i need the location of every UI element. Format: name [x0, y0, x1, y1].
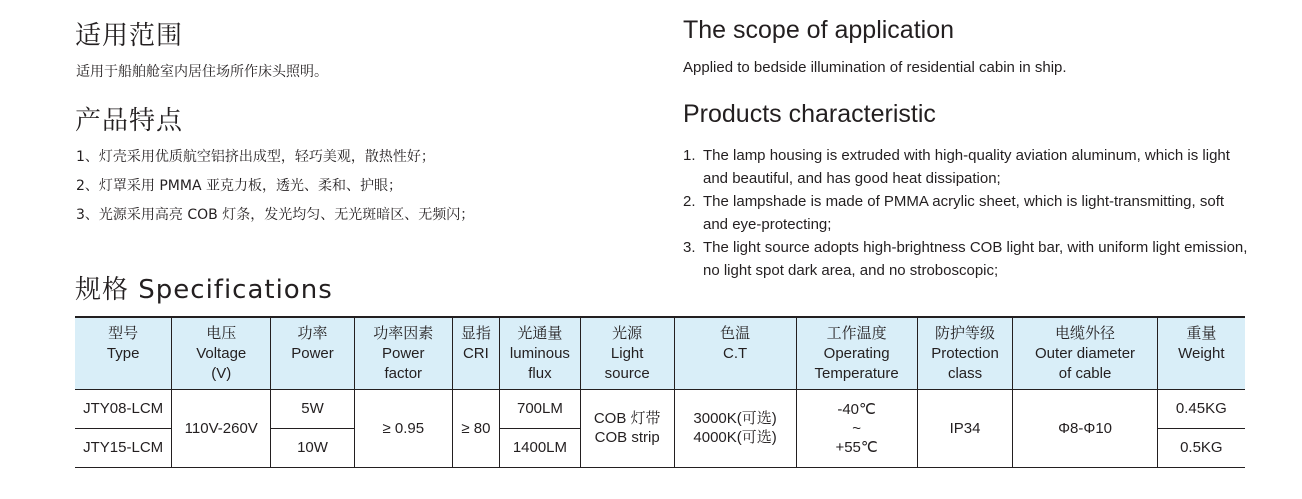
scope-text-cn: 适用于船舶舱室内居住场所作床头照明。: [76, 64, 328, 80]
cell-weight: 0.45KG: [1157, 389, 1245, 428]
cell-voltage: 110V-260V: [172, 389, 271, 467]
col-header-cri: 显指 CRI: [452, 317, 499, 389]
cell-cable: Φ8-Φ10: [1013, 389, 1157, 467]
cell-power-factor: ≥ 0.95: [354, 389, 452, 467]
col-header-voltage: 电压 Voltage (V): [172, 317, 271, 389]
features-list-cn: [76, 143, 474, 230]
col-header-temperature: 工作温度 Operating Temperature: [796, 317, 917, 389]
scope-title-cn: 适用范围: [75, 21, 184, 51]
feature-item-cn: 1、灯壳采用优质航空铝挤出成型，轻巧美观，散热性好；: [76, 149, 435, 165]
col-header-type: 型号 Type: [75, 317, 172, 389]
scope-text-en: Applied to bedside illumination of residential cabin in ship.: [683, 59, 1067, 76]
col-header-power: 功率 Power: [271, 317, 355, 389]
cell-ct: 3000K(可选) 4000K(可选): [674, 389, 796, 467]
features-title-en: Products characteristic: [683, 100, 936, 128]
feature-item-en: 1. The lamp housing is extruded with high-quality aviation aluminum, which is light and beautiful, and has good heat dissipation;: [683, 147, 1230, 187]
col-header-cable: 电缆外径 Outer diameter of cable: [1013, 317, 1157, 389]
feature-item-cn: 3、光源采用高亮 COB 灯条，发光均匀、无光斑暗区、无频闪；: [76, 207, 475, 223]
features-title-cn: 产品特点: [75, 106, 184, 136]
col-header-flux: 光通量 luminous flux: [500, 317, 581, 389]
col-header-light-source: 光源 Light source: [580, 317, 674, 389]
cell-type: JTY08-LCM: [75, 389, 172, 428]
col-header-protection: 防护等级 Protection class: [917, 317, 1013, 389]
table-row: [75, 389, 1245, 428]
cell-flux: 700LM: [500, 389, 581, 428]
feature-item-cn: 2、灯罩采用 PMMA 亚克力板，透光、柔和、护眼；: [76, 178, 402, 194]
feature-item-en: 2. The lampshade is made of PMMA acrylic sheet, which is light-transmitting, soft and eye-protecting;: [683, 193, 1225, 233]
cell-flux: 1400LM: [500, 428, 581, 467]
spec-title: 规格 Specifications: [75, 275, 333, 305]
cell-temperature: -40℃ ~ +55℃: [796, 389, 917, 467]
cell-weight: 0.5KG: [1157, 428, 1245, 467]
features-list-en: [683, 144, 1249, 282]
cell-cri: ≥ 80: [452, 389, 499, 467]
col-header-ct: 色温 C.T: [674, 317, 796, 389]
col-header-power-factor: 功率因素 Power factor: [354, 317, 452, 389]
cell-protection: IP34: [917, 389, 1013, 467]
cell-power: 5W: [271, 389, 355, 428]
table-header-row: [75, 317, 1245, 389]
col-header-weight: 重量 Weight: [1157, 317, 1245, 389]
cell-type: JTY15-LCM: [75, 428, 172, 467]
scope-title-en: The scope of application: [683, 16, 955, 44]
cell-power: 10W: [271, 428, 355, 467]
spec-table: [75, 316, 1245, 468]
cell-light-source: COB 灯带 COB strip: [580, 389, 674, 467]
feature-item-en: 3. The light source adopts high-brightness COB light bar, with uniform light emission, no light spot dark area, and no stroboscopic;: [683, 239, 1248, 279]
